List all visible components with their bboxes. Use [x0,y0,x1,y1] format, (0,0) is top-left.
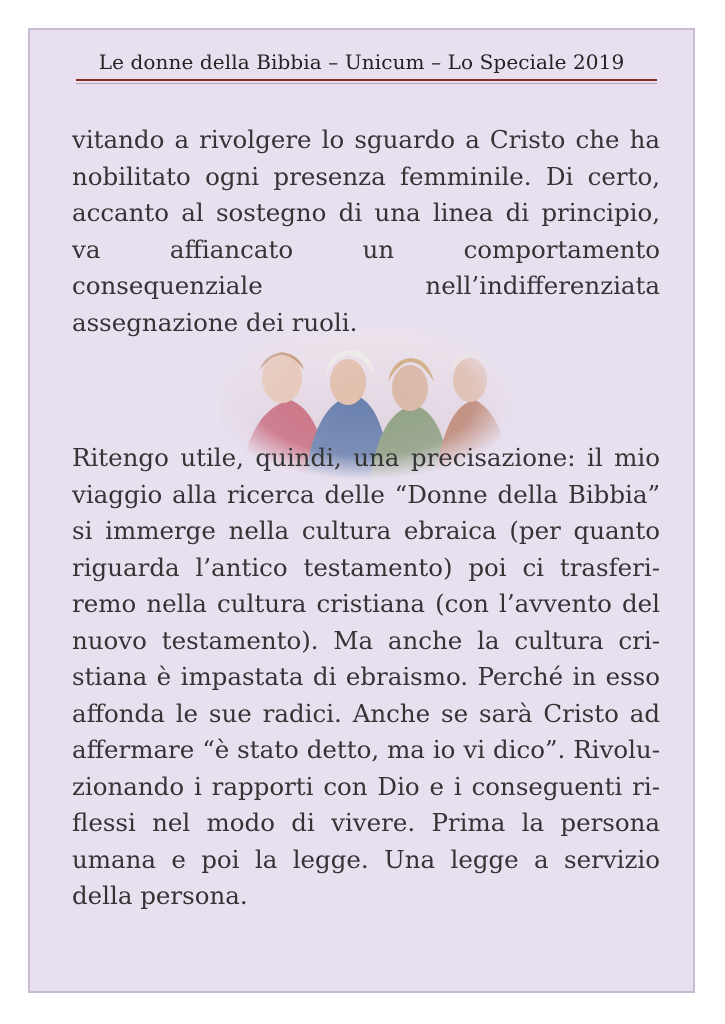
page-frame [28,28,695,993]
paragraph-intro: vitando a rivolgere lo sguardo a Cristo che ha nobilitato ogni presenza femminile. Di certo, accanto al sostegno di una linea di principio, va affiancato un comportamento consequenziale nell’indifferenziata assegnazione dei ruoli. [72,125,660,337]
header-title: Le donne della Bibbia – Unicum – Lo Speciale 2019 [98,50,625,74]
header-rule-shadow [76,83,657,84]
paragraph-main: Ritengo utile, quindi, una precisazione: il mio viaggio alla ricerca delle “Donne della Bibbia” si immerge nella cultura ebraica (per quanto riguarda l’antico testamento) poi ci trasferiremo nella cultura cristiana (con l’avvento del nuovo testamento). Ma anche la cultura cristiana è impastata di ebraismo. Perché in esso affonda le sue radici. Anche se sarà Cristo ad affermare “è stato detto, ma io vi dico”. Rivoluzionando i rapporti con Dio e i conseguenti riflessi nel modo di vivere. Prima la persona umana e poi la legge. Una legge a servizio della persona. [72,443,660,910]
header-rule [76,79,657,81]
